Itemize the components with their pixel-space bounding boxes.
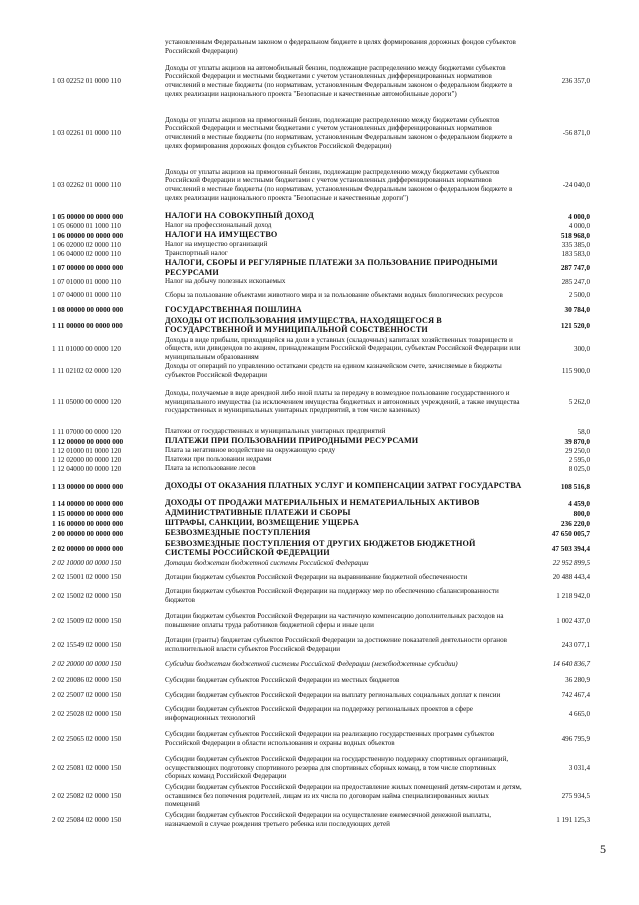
revenue-amount: 20 488 443,4	[552, 573, 590, 581]
table-row	[0, 221, 639, 230]
revenue-description: НАЛОГИ НА ИМУЩЕСТВО	[165, 230, 278, 240]
revenue-description: БЕЗВОЗМЕЗДНЫЕ ПОСТУПЛЕНИЯ ОТ ДРУГИХ БЮДЖЕТОВ БЮДЖЕТНОЙ СИСТЕМЫ РОССИЙСКОЙ ФЕДЕРАЦИИ	[165, 538, 476, 557]
table-row	[0, 315, 639, 335]
revenue-amount: -24 040,0	[562, 181, 590, 189]
budget-code: 1 07 01000 01 0000 110	[52, 277, 121, 286]
budget-code: 2 02 25084 02 0000 150	[52, 816, 122, 824]
table-row	[0, 654, 639, 674]
revenue-description: Дотации бюджетам субъектов Российской Федерации на выравнивание бюджетной обеспеченности	[165, 572, 468, 581]
revenue-description: Субсидии бюджетам субъектов Российской Федерации на поддержку региональных проектов в сфере информационных технологий	[165, 705, 473, 722]
revenue-description: Плата за использование лесов	[165, 464, 256, 473]
revenue-description: Субсидии бюджетам субъектов Российской Федерации на предоставление жилых помещений детям-сиротам и детям, оставшимся без попечения родителей, лицам из их числа по договорам найма специализированных жилых помещений	[165, 783, 522, 809]
budget-code: 1 05 00000 00 0000 000	[52, 211, 124, 221]
revenue-amount: -56 871,0	[562, 129, 590, 137]
revenue-amount: 496 795,9	[561, 735, 590, 743]
revenue-description: Субсидии бюджетам субъектов Российской Федерации на осуществление ежемесячной денежной выплаты, назначаемой в случае рождения третьего ребенка или последующих детей	[165, 811, 491, 828]
budget-code: 1 16 00000 00 0000 000	[52, 518, 124, 528]
table-row	[0, 380, 639, 424]
revenue-amount: 1 002 437,0	[556, 617, 590, 625]
budget-code: 1 11 02102 02 0000 120	[52, 367, 121, 375]
revenue-description: Доходы от уплаты акцизов на прямогонный бензин, подлежащие распределению между бюджетами субъектов Российской Федерации и местными бюджетами с учетом установленных дифференцированных нормативов отчислений в местные бюджеты (по нормативам, установленным Федеральным законом о федеральном бюджете в целях формирования дорожных фондов субъектов Российской Федерации)	[165, 115, 513, 150]
revenue-description: Доходы, получаемые в виде арендной либо иной платы за передачу в возмездное пользование государственного и муниципального имущества (за исключением имущества бюджетных и автономных учреждений, а также имущества государственных и муниципальных унитарных предприятий, в том числе казенных)	[165, 389, 520, 415]
table-row	[0, 446, 639, 455]
table-row	[0, 606, 639, 636]
table-row	[0, 498, 639, 508]
revenue-amount: 183 583,0	[561, 249, 590, 258]
revenue-amount: 58,0	[577, 427, 590, 436]
revenue-description: ПЛАТЕЖИ ПРИ ПОЛЬЗОВАНИИ ПРИРОДНЫМИ РЕСУРСАМИ	[165, 436, 419, 446]
budget-code: 1 06 02000 02 0000 110	[52, 240, 121, 249]
budget-code: 1 11 00000 00 0000 000	[52, 320, 123, 330]
revenue-description: ДОХОДЫ ОТ ПРОДАЖИ МАТЕРИАЛЬНЫХ И НЕМАТЕРИАЛЬНЫХ АКТИВОВ	[165, 498, 480, 508]
table-row	[0, 277, 639, 286]
table-row	[0, 249, 639, 258]
table-row	[0, 286, 639, 304]
revenue-amount: 236 357,0	[561, 77, 590, 85]
table-row	[0, 464, 639, 473]
table-row	[0, 674, 639, 686]
table-row	[0, 240, 639, 249]
budget-code: 1 06 04000 02 0000 110	[52, 249, 121, 258]
table-row	[0, 362, 639, 380]
revenue-amount: 3 031,4	[568, 764, 590, 772]
budget-code: 1 11 01000 00 0000 120	[52, 344, 121, 353]
table-row	[0, 724, 639, 754]
revenue-description: ШТРАФЫ, САНКЦИИ, ВОЗМЕЩЕНИЕ УЩЕРБА	[165, 518, 360, 528]
revenue-description: Субсидии бюджетам субъектов Российской Федерации на реализацию государственных программ субъектов Российской Федерации в области использования и охраны водных объектов	[165, 730, 495, 747]
revenue-amount: 236 220,0	[560, 518, 590, 528]
table-row	[0, 558, 639, 568]
revenue-amount: 800,0	[573, 508, 590, 518]
budget-code: 2 02 25081 02 0000 150	[52, 764, 122, 772]
budget-code: 2 02 15009 02 0000 150	[52, 617, 122, 625]
budget-code: 2 02 15001 02 0000 150	[52, 573, 122, 581]
revenue-description: Дотации бюджетам субъектов Российской Федерации на частичную компенсацию дополнительных расходов на повышение оплаты труда работников бюджетной сферы и иные цели	[165, 612, 504, 629]
table-row	[0, 211, 639, 221]
revenue-description: Дотации бюджетам бюджетной системы Российской Федерации	[165, 558, 369, 567]
revenue-description: Доходы в виде прибыли, приходящейся на доли в уставных (складочных) капиталах хозяйственных товариществ и обществ, или дивидендов по акциям, принадлежащим Российской Федерации, субъектам Российской Федерации или муниципальным образованиям	[165, 335, 521, 361]
budget-code: 1 12 04000 00 0000 120	[52, 464, 122, 473]
revenue-description: ДОХОДЫ ОТ ОКАЗАНИЯ ПЛАТНЫХ УСЛУГ И КОМПЕНСАЦИИ ЗАТРАТ ГОСУДАРСТВА	[165, 481, 522, 491]
revenue-description: Субсидии бюджетам субъектов Российской Федерации на выплату региональных социальных доплат к пенсии	[165, 690, 501, 699]
revenue-amount: 108 516,8	[560, 481, 590, 491]
revenue-description: ГОСУДАРСТВЕННАЯ ПОШЛИНА	[165, 304, 302, 314]
revenue-amount: 4 459,0	[568, 498, 590, 508]
revenue-description: Субсидии бюджетам бюджетной системы Российской Федерации (межбюджетные субсидии)	[165, 659, 458, 668]
budget-code: 2 02 15002 02 0000 150	[52, 592, 122, 600]
revenue-description: Плата за негативное воздействие на окружающую среду	[165, 446, 336, 455]
table-row	[0, 55, 639, 107]
table-row	[0, 473, 639, 499]
revenue-description: Транспортный налог	[165, 249, 228, 258]
budget-code: 2 02 25007 02 0000 150	[52, 691, 122, 699]
revenue-description: установленным Федеральным законом о федеральном бюджете в целях формирования дорожных фондов субъектов Российской Федерации)	[165, 38, 516, 55]
table-row	[0, 518, 639, 528]
budget-code: 2 02 25082 02 0000 150	[52, 792, 122, 800]
revenue-description: Платежи от государственных и муниципальных унитарных предприятий	[165, 427, 386, 436]
revenue-amount: 4 000,0	[568, 211, 590, 221]
budget-code: 1 15 00000 00 0000 000	[52, 508, 124, 518]
revenue-amount: 115 900,0	[561, 367, 590, 375]
revenue-description: НАЛОГИ, СБОРЫ И РЕГУЛЯРНЫЕ ПЛАТЕЖИ ЗА ПОЛЬЗОВАНИЕ ПРИРОДНЫМИ РЕСУРСАМИ	[165, 258, 498, 277]
revenue-description: ДОХОДЫ ОТ ИСПОЛЬЗОВАНИЯ ИМУЩЕСТВА, НАХОДЯЩЕГОСЯ В ГОСУДАРСТВЕННОЙ И МУНИЦИПАЛЬНОЙ СОБСТВЕННОСТИ	[165, 315, 442, 334]
revenue-description: Налог на добычу полезных ископаемых	[165, 277, 286, 286]
table-row	[0, 304, 639, 315]
budget-code: 1 06 00000 00 0000 000	[52, 230, 124, 240]
budget-code: 2 02 15549 02 0000 150	[52, 641, 122, 649]
revenue-description: АДМИНИСТРАТИВНЫЕ ПЛАТЕЖИ И СБОРЫ	[165, 508, 351, 518]
budget-code: 1 12 00000 00 0000 000	[52, 436, 124, 446]
revenue-amount: 5 262,0	[568, 398, 590, 406]
budget-code: 1 12 02000 00 0000 120	[52, 455, 122, 464]
revenue-amount: 39 870,0	[564, 436, 590, 446]
budget-code: 2 02 00000 00 0000 000	[52, 543, 124, 553]
table-row	[0, 159, 639, 211]
budget-code: 1 05 06000 01 1000 110	[52, 221, 121, 230]
budget-code: 1 12 01000 01 0000 120	[52, 446, 122, 455]
table-row	[0, 636, 639, 654]
revenue-amount: 1 191 125,3	[556, 816, 590, 824]
table-row	[0, 455, 639, 464]
table-row	[0, 427, 639, 436]
revenue-amount: 287 747,0	[560, 263, 590, 272]
budget-code: 1 11 07000 00 0000 120	[52, 427, 121, 436]
revenue-amount: 2 500,0	[568, 291, 590, 299]
table-row	[0, 704, 639, 724]
revenue-amount: 2 595,0	[568, 455, 590, 464]
table-row	[0, 686, 639, 704]
budget-code: 1 13 00000 00 0000 000	[52, 481, 124, 491]
revenue-description: Субсидии бюджетам субъектов Российской Федерации из местных бюджетов	[165, 675, 400, 684]
revenue-description: Доходы от операций по управлению остатками средств на едином казначейском счете, зачисляемые в бюджеты субъектов Российской Федерации	[165, 362, 502, 379]
page-number: 5	[600, 842, 606, 856]
budget-code: 1 11 05000 00 0000 120	[52, 398, 121, 406]
budget-code: 2 00 00000 00 0000 000	[52, 528, 124, 538]
budget-code: 1 08 00000 00 0000 000	[52, 305, 124, 314]
revenue-amount: 22 952 899,5	[552, 559, 590, 567]
revenue-description: Налог на имущество организаций	[165, 240, 268, 249]
table-row	[0, 586, 639, 606]
revenue-description: Сборы за пользование объектами животного мира и за пользование объектами водных биологических ресурсов	[165, 290, 503, 299]
budget-code: 1 07 04000 01 0000 110	[52, 291, 121, 299]
revenue-amount: 36 280,9	[565, 676, 590, 684]
budget-code: 2 02 10000 00 0000 150	[52, 559, 122, 567]
table-row	[0, 782, 639, 810]
revenue-amount: 275 934,5	[561, 792, 590, 800]
revenue-amount: 335 385,0	[561, 240, 590, 249]
revenue-description: Платежи при пользовании недрами	[165, 455, 272, 464]
table-row	[0, 508, 639, 518]
table-row	[0, 538, 639, 558]
revenue-amount: 742 467,4	[561, 691, 590, 699]
table-row	[0, 568, 639, 586]
table-row	[0, 258, 639, 277]
revenue-amount: 300,0	[574, 344, 590, 353]
revenue-amount: 1 218 942,0	[556, 592, 590, 600]
revenue-description: НАЛОГИ НА СОВОКУПНЫЙ ДОХОД	[165, 211, 314, 221]
table-row	[0, 335, 639, 362]
revenue-amount: 30 784,0	[564, 305, 590, 314]
revenue-amount: 285 247,0	[561, 277, 590, 286]
budget-code: 1 14 00000 00 0000 000	[52, 498, 124, 508]
budget-code: 1 03 02262 01 0000 110	[52, 181, 121, 189]
revenue-amount: 4 665,0	[568, 710, 590, 718]
revenue-amount: 4 000,0	[568, 221, 590, 230]
budget-code: 2 02 25065 02 0000 150	[52, 735, 122, 743]
budget-code: 1 03 02252 01 0000 110	[52, 77, 121, 85]
revenue-amount: 8 025,0	[568, 464, 590, 473]
revenue-description: БЕЗВОЗМЕЗДНЫЕ ПОСТУПЛЕНИЯ	[165, 528, 311, 538]
revenue-amount: 518 968,0	[560, 230, 590, 240]
table-row	[0, 107, 639, 159]
revenue-description: Дотации (гранты) бюджетам субъектов Российской Федерации за достижение показателей деятельности органов исполнительной власти субъектов Российской Федерации	[165, 636, 507, 653]
budget-code: 2 02 20000 00 0000 150	[52, 660, 122, 668]
budget-code: 2 02 25028 02 0000 150	[52, 710, 122, 718]
table-row	[0, 38, 639, 56]
revenue-amount: 14 640 836,7	[552, 660, 590, 668]
budget-code: 1 07 00000 00 0000 000	[52, 263, 124, 272]
table-row	[0, 230, 639, 240]
revenue-amount: 29 250,0	[565, 446, 590, 455]
revenue-description: Субсидии бюджетам субъектов Российской Федерации на государственную поддержку спортивных организаций, осуществляющих подготовку спортивного резерва для спортивных сборных команд, в том числе спортивных сборных команд Российской Федерации	[165, 755, 509, 781]
table-row	[0, 528, 639, 538]
revenue-description: Доходы от уплаты акцизов на автомобильный бензин, подлежащие распределению между бюджетами субъектов Российской Федерации и местными бюджетами с учетом установленных дифференцированных нормативов отчислений в местные бюджеты (по нормативам, установленным Федеральным законом о федеральном бюджете в целях реализации национального проекта "Безопасные и качественные автомобильные дороги")	[165, 63, 513, 98]
revenue-amount: 47 650 005,7	[551, 528, 590, 538]
table-row	[0, 810, 639, 830]
revenue-description: Налог на профессиональный доход	[165, 221, 272, 230]
budget-code: 1 03 02261 01 0000 110	[52, 129, 121, 137]
table-row	[0, 754, 639, 782]
revenue-amount: 121 520,0	[560, 320, 590, 330]
table-row	[0, 436, 639, 446]
revenue-description: Дотации бюджетам субъектов Российской Федерации на поддержку мер по обеспечению сбалансированности бюджетов	[165, 587, 499, 604]
revenue-amount: 243 077,1	[561, 641, 590, 649]
revenue-description: Доходы от уплаты акцизов на прямогонный бензин, подлежащие распределению между бюджетами субъектов Российской Федерации и местными бюджетами с учетом установленных дифференцированных нормативов отчислений в местные бюджеты (по нормативам, установленным Федеральным законом о федеральном бюджете в целях реализации национального проекта "Безопасные и качественные дороги")	[165, 167, 513, 202]
revenue-amount: 47 503 394,4	[551, 543, 590, 553]
budget-code: 2 02 20086 02 0000 150	[52, 676, 122, 684]
